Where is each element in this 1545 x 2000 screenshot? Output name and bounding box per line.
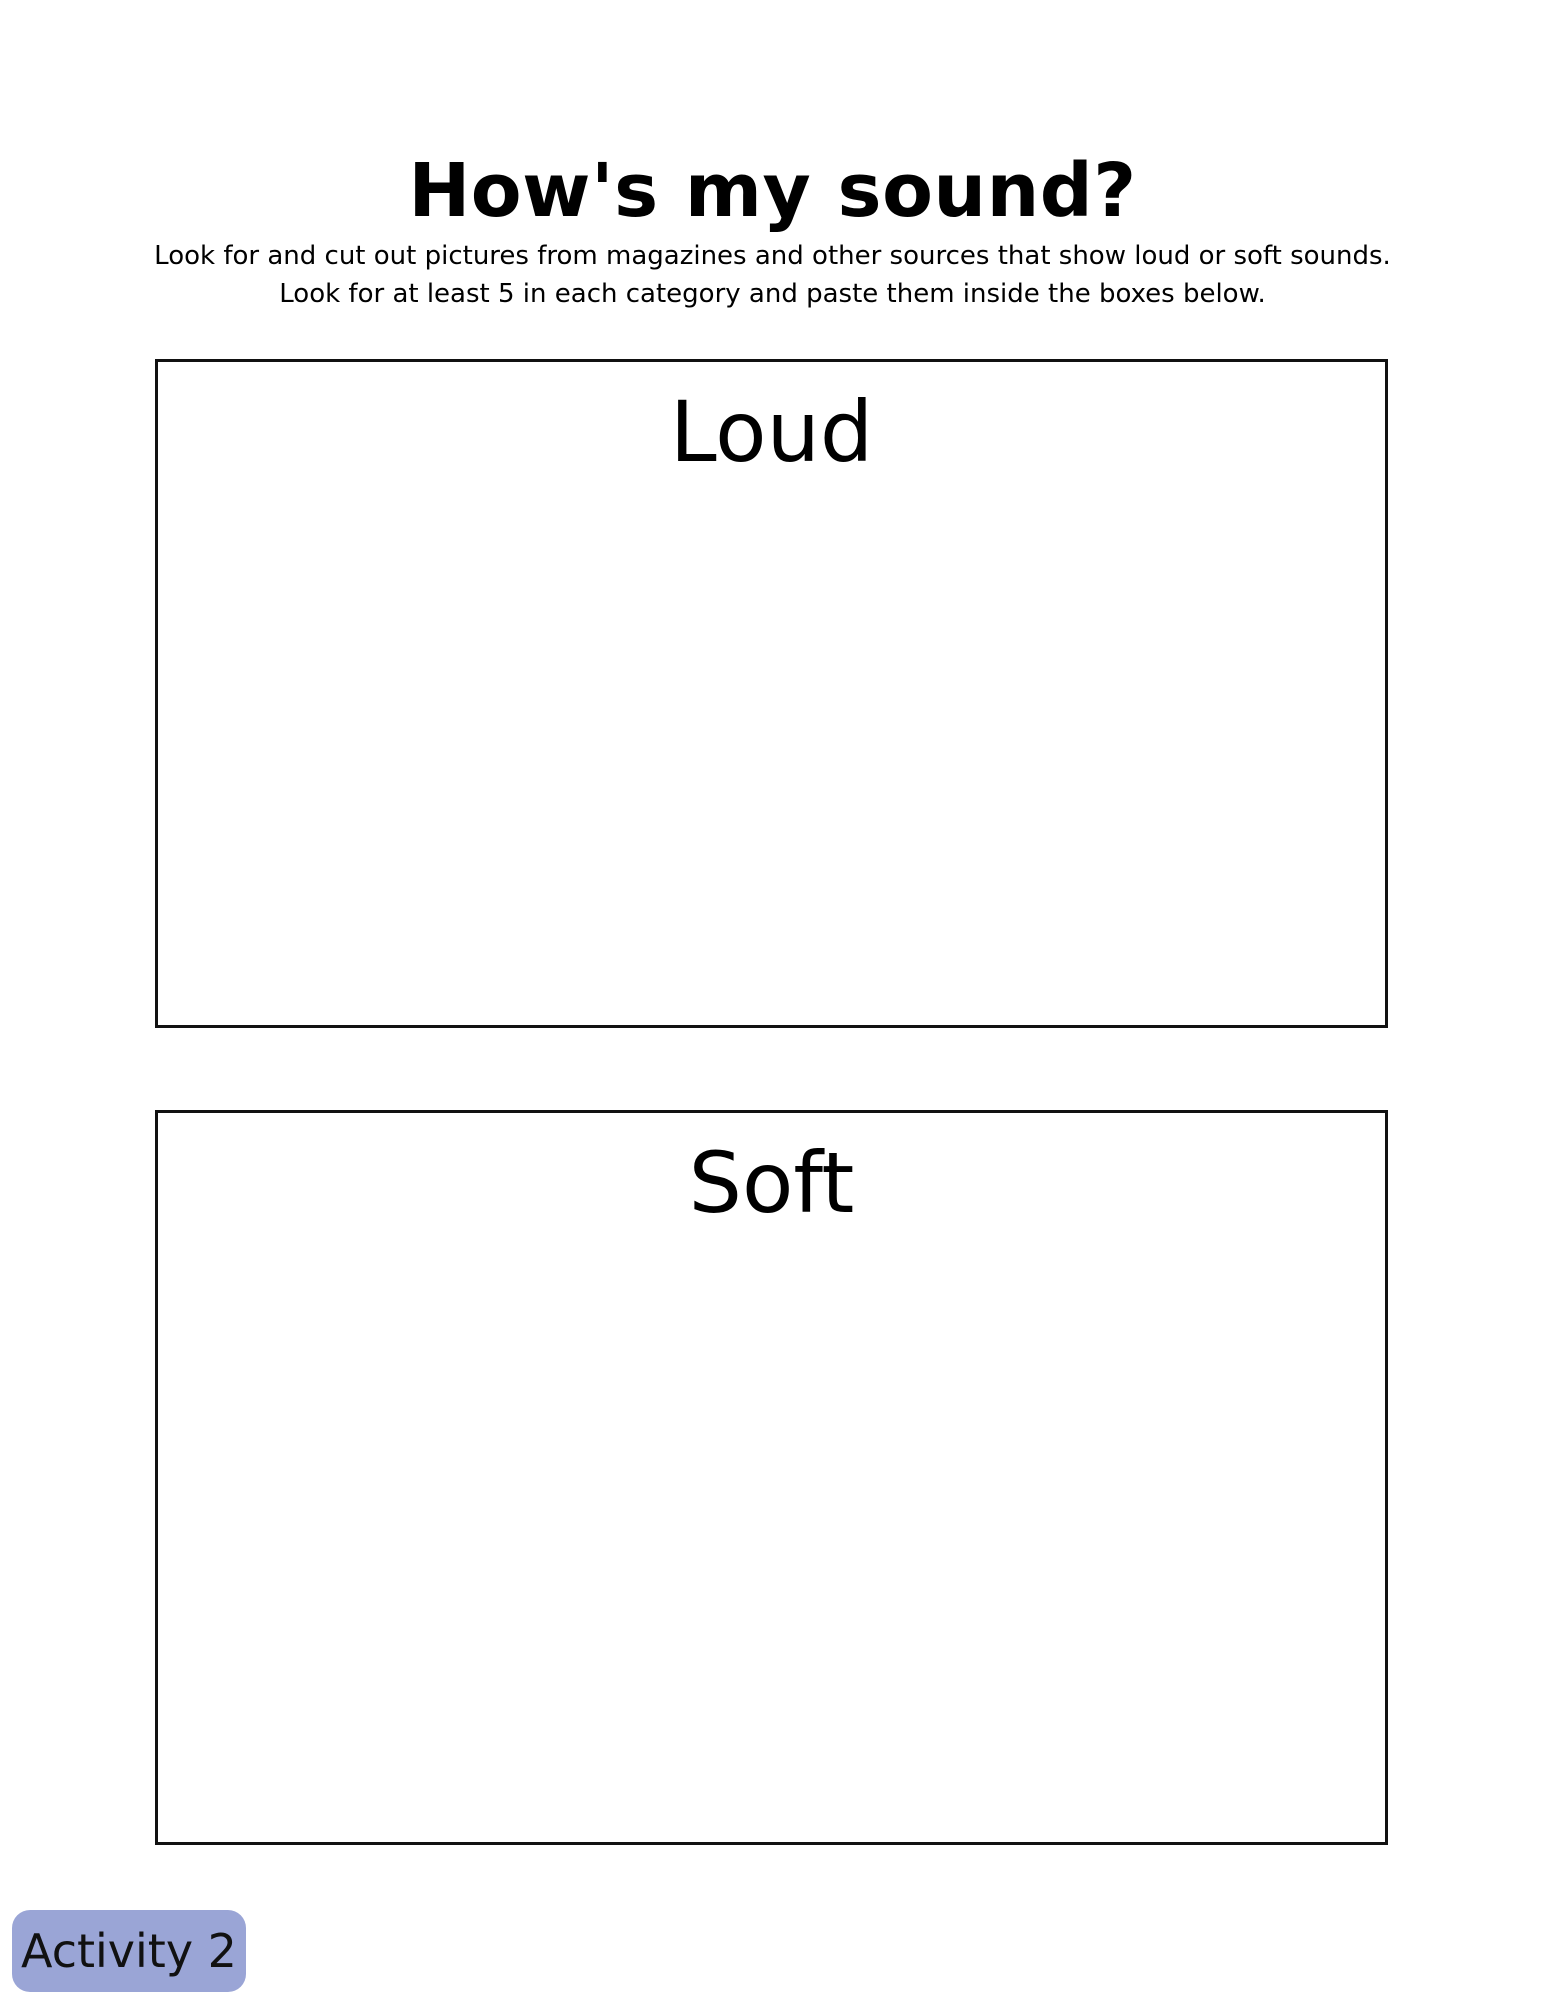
activity-badge: Activity 2 — [12, 1910, 246, 1992]
soft-box-label: Soft — [688, 1134, 855, 1232]
soft-paste-box — [155, 1110, 1388, 1845]
loud-box-label: Loud — [669, 383, 874, 481]
worksheet-title: How's my sound? — [408, 148, 1137, 234]
instructions-text: Look for and cut out pictures from magazines and other sources that show loud or soft sounds. Look for at least 5 in each category and paste them inside the boxes below. — [154, 241, 1391, 309]
loud-paste-box — [155, 359, 1388, 1028]
